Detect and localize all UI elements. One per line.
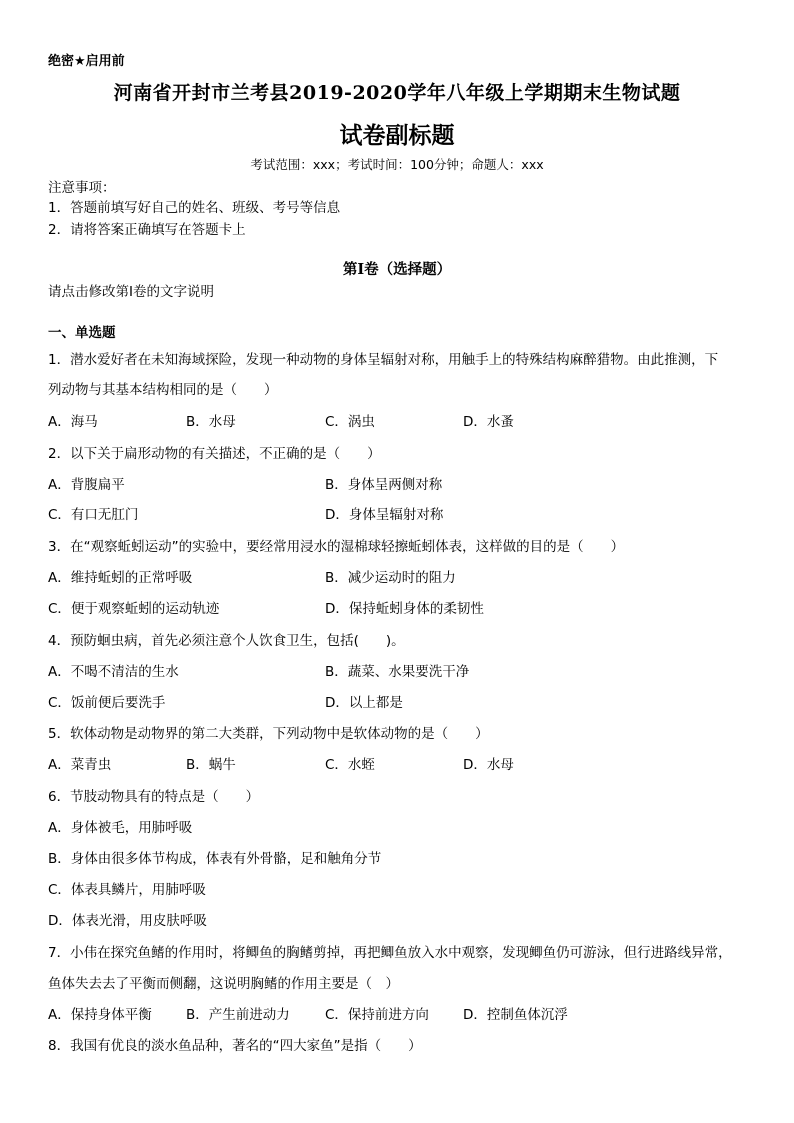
question-6-option-a[interactable]: A．身体被毛，用肺呼吸 bbox=[48, 820, 193, 836]
note-item-2: 2．请将答案正确填写在答题卡上 bbox=[48, 222, 246, 238]
question-6-option-d[interactable]: D．体表光滑，用皮肤呼吸 bbox=[48, 913, 207, 929]
question-5-option-d[interactable]: D．水母 bbox=[463, 757, 514, 773]
question-1-option-c[interactable]: C．涡虫 bbox=[325, 414, 375, 430]
question-5-option-c[interactable]: C．水蛭 bbox=[325, 757, 375, 773]
question-4-option-c[interactable]: C．饭前便后要洗手 bbox=[48, 695, 166, 711]
question-7-option-c[interactable]: C．保持前进方向 bbox=[325, 1007, 429, 1023]
question-2-option-a[interactable]: A．背腹扁平 bbox=[48, 477, 125, 493]
section-title: 第I卷（选择题） bbox=[342, 261, 452, 278]
question-7-option-a[interactable]: A．保持身体平衡 bbox=[48, 1007, 152, 1023]
exam-title: 河南省开封市兰考县2019-2020学年八年级上学期期末生物试题 bbox=[113, 82, 681, 104]
question-2-stem: 2．以下关于扁形动物的有关描述，不正确的是（ ） bbox=[48, 446, 381, 462]
question-3-option-c[interactable]: C．便于观察蚯蚓的运动轨迹 bbox=[48, 601, 220, 617]
exam-info: 考试范围：xxx；考试时间：100分钟；命题人：xxx bbox=[250, 157, 544, 172]
notes-label: 注意事项： bbox=[48, 180, 116, 196]
question-6-option-c[interactable]: C．体表具鳞片，用肺呼吸 bbox=[48, 882, 206, 898]
question-1-stem-cont: 列动物与其基本结构相同的是（ ） bbox=[48, 382, 278, 398]
exam-subtitle: 试卷副标题 bbox=[339, 122, 455, 149]
question-6-option-b[interactable]: B．身体由很多体节构成，体表有外骨骼，足和触角分节 bbox=[48, 851, 382, 867]
question-4-stem: 4．预防蛔虫病，首先必须注意个人饮食卫生，包括( )。 bbox=[48, 633, 405, 649]
question-7-option-b[interactable]: B．产生前进动力 bbox=[186, 1007, 290, 1023]
question-4-option-d[interactable]: D．以上都是 bbox=[325, 695, 403, 711]
section-heading: 一、单选题 bbox=[48, 325, 116, 341]
question-7-stem-cont: 鱼体失去去了平衡而侧翻，这说明胸鳍的作用主要是（ ） bbox=[48, 976, 399, 992]
question-3-option-d[interactable]: D．保持蚯蚓身体的柔韧性 bbox=[325, 601, 484, 617]
secret-label: 绝密★启用前 bbox=[48, 54, 125, 69]
question-2-option-d[interactable]: D．身体呈辐射对称 bbox=[325, 507, 444, 523]
question-4-option-b[interactable]: B．蔬菜、水果要洗干净 bbox=[325, 664, 470, 680]
question-5-stem: 5．软体动物是动物界的第二大类群，下列动物中是软体动物的是（ ） bbox=[48, 726, 489, 742]
question-5-option-a[interactable]: A．菜青虫 bbox=[48, 757, 112, 773]
question-1-option-d[interactable]: D．水蚤 bbox=[463, 414, 514, 430]
question-5-option-b[interactable]: B．蜗牛 bbox=[186, 757, 236, 773]
question-7-option-d[interactable]: D．控制鱼体沉浮 bbox=[463, 1007, 568, 1023]
question-2-option-c[interactable]: C．有口无肛门 bbox=[48, 507, 139, 523]
question-3-option-a[interactable]: A．维持蚯蚓的正常呼吸 bbox=[48, 570, 193, 586]
note-item-1: 1．答题前填写好自己的姓名、班级、考号等信息 bbox=[48, 200, 341, 216]
question-7-stem: 7．小伟在探究鱼鳍的作用时，将鲫鱼的胸鳍剪掉，再把鲫鱼放入水中观察，发现鲫鱼仍可游泳，但行进路线异常， bbox=[48, 945, 732, 961]
section-description: 请点击修改第I卷的文字说明 bbox=[48, 284, 214, 300]
question-1-option-a[interactable]: A．海马 bbox=[48, 414, 98, 430]
question-1-stem: 1．潜水爱好者在未知海域探险，发现一种动物的身体呈辐射对称，用触手上的特殊结构麻醉猎物。由此推测，下 bbox=[48, 352, 719, 368]
question-3-stem: 3．在“观察蚯蚓运动”的实验中，要经常用浸水的湿棉球轻擦蚯蚓体表，这样做的目的是（ ） bbox=[48, 539, 625, 555]
question-8-stem: 8．我国有优良的淡水鱼品种，著名的“四大家鱼”是指（ ） bbox=[48, 1038, 422, 1054]
question-4-option-a[interactable]: A．不喝不清洁的生水 bbox=[48, 664, 179, 680]
question-1-option-b[interactable]: B．水母 bbox=[186, 414, 236, 430]
question-2-option-b[interactable]: B．身体呈两侧对称 bbox=[325, 477, 443, 493]
question-6-stem: 6．节肢动物具有的特点是（ ） bbox=[48, 789, 260, 805]
question-3-option-b[interactable]: B．减少运动时的阻力 bbox=[325, 570, 456, 586]
